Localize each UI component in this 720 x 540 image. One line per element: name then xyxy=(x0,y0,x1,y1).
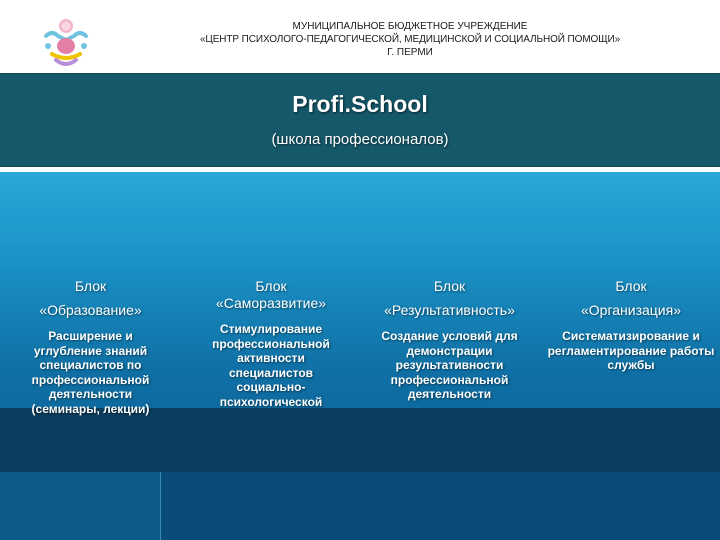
block-label: Блок xyxy=(433,278,466,294)
org-line-2: «ЦЕНТР ПСИХОЛОГО-ПЕДАГОГИЧЕСКОЙ, МЕДИЦИНСКОЙ И СОЦИАЛЬНОЙ ПОМОЩИ» xyxy=(199,34,621,45)
page-title: Profi.School xyxy=(292,91,428,117)
block-name: «Результативность» xyxy=(384,302,515,318)
block-label: Блок xyxy=(74,278,107,294)
bottom-panel-right xyxy=(161,472,720,540)
block-effectiveness xyxy=(362,278,537,402)
dark-band xyxy=(0,408,720,472)
block-label: Блок xyxy=(615,278,647,294)
block-education xyxy=(18,278,163,416)
block-name: «Организация» xyxy=(580,302,681,318)
block-label: Блок xyxy=(255,278,287,294)
header xyxy=(0,0,720,72)
title-banner xyxy=(0,73,720,167)
organization-name xyxy=(110,20,710,59)
org-line-3: Г. ПЕРМИ xyxy=(387,47,433,58)
block-description: Стимулирование профессиональной активности специалистов социально-психологической xyxy=(212,322,330,409)
page-subtitle: (школа профессионалов) xyxy=(271,131,449,148)
block-name: «Саморазвитие» xyxy=(215,295,327,311)
org-line-1: МУНИЦИПАЛЬНОЕ БЮДЖЕТНОЕ УЧРЕЖДЕНИЕ xyxy=(292,21,528,32)
child-figure-logo xyxy=(38,16,94,72)
block-organization xyxy=(545,278,717,373)
block-description: Систематизирование и регламентирование работы службы xyxy=(547,329,715,372)
block-description: Расширение и углубление знаний специалистов по профессиональной деятельности (семинары, лекции) xyxy=(31,329,150,416)
bottom-panel-left xyxy=(0,472,161,540)
block-name: «Образование» xyxy=(39,302,142,318)
block-description: Создание условий для демонстрации результативности профессиональной деятельности xyxy=(381,329,518,401)
block-self-development xyxy=(196,278,346,409)
